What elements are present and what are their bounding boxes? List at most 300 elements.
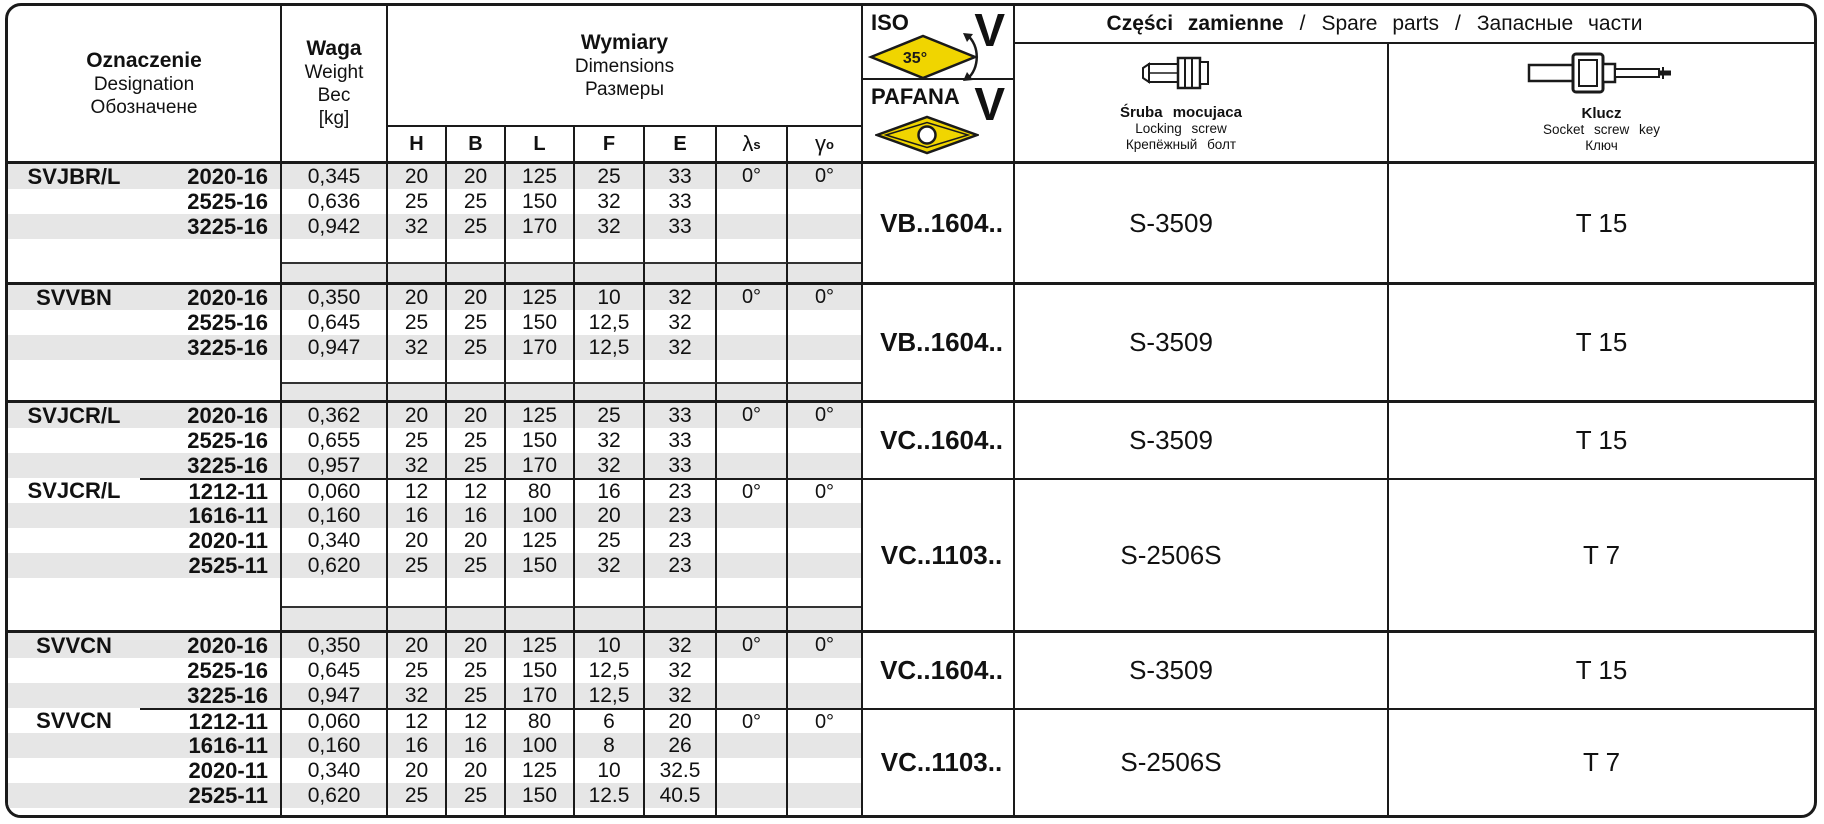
group-rows bbox=[8, 403, 863, 478]
dim-b-cell: 20 bbox=[447, 528, 506, 553]
col-header-L: L bbox=[506, 127, 575, 161]
locking-screw-value-cell: S-2506S bbox=[1015, 708, 1389, 815]
weight-value-cell bbox=[282, 360, 388, 382]
insert-designation-cell: VB..1604.. bbox=[863, 285, 1015, 400]
dim-b-cell bbox=[447, 606, 506, 630]
filler-row bbox=[8, 578, 861, 606]
dim-f-cell: 25 bbox=[575, 164, 645, 189]
designation-name-cell bbox=[8, 239, 140, 262]
dim-b-cell: 20 bbox=[447, 164, 506, 189]
gamma-o-value-cell bbox=[788, 683, 861, 708]
dim-h-cell: 12 bbox=[388, 478, 447, 503]
dim-f-cell: 8 bbox=[575, 733, 645, 758]
spare-parts-title bbox=[1015, 6, 1814, 44]
table-row bbox=[8, 658, 861, 683]
designation-size-cell bbox=[140, 606, 282, 630]
dim-h-cell bbox=[388, 360, 447, 382]
dim-f-cell: 25 bbox=[575, 528, 645, 553]
filler-row bbox=[8, 262, 861, 282]
designation-name-cell bbox=[8, 783, 140, 808]
lambda-s-value-cell bbox=[717, 606, 788, 630]
weight-value-cell: 0,620 bbox=[282, 553, 388, 578]
group-rows bbox=[8, 164, 863, 282]
designation-size-cell bbox=[140, 360, 282, 382]
weight-value-cell: 0,645 bbox=[282, 310, 388, 335]
designation-name-cell bbox=[8, 189, 140, 214]
gamma-o-value-cell bbox=[788, 783, 861, 808]
filler-row bbox=[8, 606, 861, 630]
filler-row bbox=[8, 808, 861, 815]
designation-name-cell bbox=[8, 733, 140, 758]
table-row bbox=[8, 335, 861, 360]
col-header-H: H bbox=[388, 127, 447, 161]
designation-name-cell bbox=[8, 428, 140, 453]
dim-l-cell bbox=[506, 262, 575, 282]
weight-header bbox=[282, 6, 388, 161]
dim-l-cell: 150 bbox=[506, 310, 575, 335]
designation-name-cell bbox=[8, 553, 140, 578]
dim-f-cell bbox=[575, 606, 645, 630]
dim-l-cell bbox=[506, 808, 575, 815]
weight-value-cell bbox=[282, 239, 388, 262]
designation-size-cell: 2020-16 bbox=[140, 164, 282, 189]
dim-f-cell bbox=[575, 239, 645, 262]
dim-e-cell: 26 bbox=[645, 733, 717, 758]
dim-e-cell bbox=[645, 262, 717, 282]
locking-screw-value-cell: S-2506S bbox=[1015, 478, 1389, 630]
dim-b-cell: 25 bbox=[447, 335, 506, 360]
designation-name-cell bbox=[8, 335, 140, 360]
dim-l-cell: 80 bbox=[506, 708, 575, 733]
dim-e-cell: 20 bbox=[645, 708, 717, 733]
col-header-lambda-s: λ s bbox=[717, 127, 788, 161]
locking-screw-value-cell: S-3509 bbox=[1015, 164, 1389, 282]
dim-f-cell: 32 bbox=[575, 214, 645, 239]
dim-f-cell bbox=[575, 360, 645, 382]
designation-size-cell: 2525-11 bbox=[140, 783, 282, 808]
dim-f-cell bbox=[575, 262, 645, 282]
socket-key-value-cell: T 15 bbox=[1575, 655, 1628, 685]
dim-b-cell: 20 bbox=[447, 758, 506, 783]
designation-name-cell: SVVCN bbox=[36, 633, 112, 658]
designation-title-pl: Oznaczenie bbox=[86, 48, 202, 72]
dim-h-cell bbox=[388, 239, 447, 262]
group-rows bbox=[8, 285, 863, 400]
weight-value-cell: 0,160 bbox=[282, 503, 388, 528]
dim-f-cell: 32 bbox=[575, 428, 645, 453]
gamma-o-value-cell bbox=[788, 310, 861, 335]
dim-f-cell: 12,5 bbox=[575, 658, 645, 683]
dim-e-cell: 40.5 bbox=[645, 783, 717, 808]
dim-l-cell: 170 bbox=[506, 214, 575, 239]
toolholder-group bbox=[8, 282, 1814, 400]
dim-b-cell bbox=[447, 262, 506, 282]
dim-b-cell: 12 bbox=[447, 478, 506, 503]
dim-l-cell: 150 bbox=[506, 553, 575, 578]
dim-b-cell: 16 bbox=[447, 503, 506, 528]
gamma-o-value-cell bbox=[788, 189, 861, 214]
pafana-diamond-insert-icon bbox=[875, 114, 979, 156]
weight-title-ru: Вес bbox=[317, 85, 351, 106]
spare-parts-title-en: Spare parts bbox=[1321, 12, 1440, 35]
designation-size-cell: 2020-11 bbox=[140, 758, 282, 783]
dim-b-cell bbox=[447, 808, 506, 815]
designation-name-cell bbox=[8, 262, 140, 282]
locking-screw-icon bbox=[1141, 52, 1221, 94]
designation-title-ru: Обозначене bbox=[90, 96, 198, 118]
designation-size-cell bbox=[140, 808, 282, 815]
weight-title-pl: Waga bbox=[306, 37, 362, 60]
designation-name-cell bbox=[8, 382, 140, 400]
dim-b-cell: 25 bbox=[447, 683, 506, 708]
gamma-o-value-cell: 0° bbox=[788, 708, 861, 733]
gamma-o-value-cell bbox=[788, 553, 861, 578]
table-row bbox=[8, 428, 861, 453]
dim-h-cell: 32 bbox=[388, 214, 447, 239]
dim-h-cell: 25 bbox=[388, 658, 447, 683]
lambda-s-value-cell bbox=[717, 683, 788, 708]
dim-h-cell: 25 bbox=[388, 428, 447, 453]
dim-e-cell: 33 bbox=[645, 164, 717, 189]
dim-e-cell: 33 bbox=[645, 428, 717, 453]
weight-value-cell bbox=[282, 262, 388, 282]
designation-size-cell: 2525-16 bbox=[140, 189, 282, 214]
dim-e-cell: 33 bbox=[645, 189, 717, 214]
socket-screw-key-icon bbox=[1527, 51, 1677, 95]
spare-parts-separator: / bbox=[1455, 12, 1461, 35]
lambda-s-value-cell bbox=[717, 453, 788, 478]
dim-e-cell bbox=[645, 360, 717, 382]
weight-value-cell bbox=[282, 808, 388, 815]
dim-b-cell: 25 bbox=[447, 658, 506, 683]
iso-label: ISO bbox=[871, 10, 909, 35]
gamma-o-value-cell: 0° bbox=[814, 634, 835, 656]
dim-h-cell: 20 bbox=[388, 528, 447, 553]
table-header bbox=[8, 6, 1814, 164]
dim-f-cell: 12,5 bbox=[575, 310, 645, 335]
dim-b-cell: 25 bbox=[447, 189, 506, 214]
locking-screw-label-pl: Śruba mocujaca bbox=[1120, 104, 1242, 121]
weight-value-cell: 0,620 bbox=[282, 783, 388, 808]
col-header-B: B bbox=[447, 127, 506, 161]
gamma-o-value-cell bbox=[788, 733, 861, 758]
designation-header bbox=[8, 6, 282, 161]
gamma-o-value-cell bbox=[788, 758, 861, 783]
lambda-s-value-cell: 0° bbox=[717, 478, 788, 503]
lambda-s-value-cell bbox=[717, 428, 788, 453]
table-row bbox=[8, 553, 861, 578]
dim-h-cell: 16 bbox=[388, 733, 447, 758]
weight-value-cell bbox=[282, 578, 388, 606]
dim-e-cell bbox=[645, 808, 717, 815]
dim-l-cell: 80 bbox=[506, 478, 575, 503]
designation-name-cell: SVJCR/L bbox=[27, 403, 121, 428]
locking-screw-label-en: Locking screw bbox=[1135, 121, 1227, 136]
gamma-o-value-cell bbox=[788, 214, 861, 239]
gamma-o-value-cell: 0° bbox=[814, 286, 835, 308]
locking-screw-label-ru: Крепёжный болт bbox=[1125, 137, 1237, 152]
dim-b-cell bbox=[447, 578, 506, 606]
dim-e-cell: 32.5 bbox=[645, 758, 717, 783]
dim-e-cell: 32 bbox=[645, 335, 717, 360]
dim-e-cell bbox=[645, 239, 717, 262]
table-row bbox=[8, 478, 861, 503]
weight-value-cell bbox=[282, 382, 388, 400]
designation-size-cell bbox=[140, 262, 282, 282]
table-row bbox=[8, 758, 861, 783]
locking-screw-header bbox=[1015, 44, 1389, 161]
weight-value-cell: 0,636 bbox=[282, 189, 388, 214]
dim-l-cell: 100 bbox=[506, 503, 575, 528]
gamma-o-value-cell: 0° bbox=[814, 165, 835, 187]
table-row bbox=[8, 164, 861, 189]
iso-insert-cell bbox=[863, 6, 1013, 80]
designation-name-cell bbox=[8, 606, 140, 630]
designation-size-cell: 3225-16 bbox=[140, 683, 282, 708]
designation-size-cell bbox=[140, 578, 282, 606]
dim-l-cell bbox=[506, 606, 575, 630]
filler-row bbox=[8, 239, 861, 262]
gamma-o-value-cell bbox=[788, 658, 861, 683]
dim-b-cell: 25 bbox=[447, 783, 506, 808]
spare-parts-title-ru: Запасные части bbox=[1476, 12, 1643, 35]
dim-l-cell: 125 bbox=[506, 633, 575, 658]
gamma-o-value-cell bbox=[788, 428, 861, 453]
dim-l-cell: 170 bbox=[506, 683, 575, 708]
filler-row bbox=[8, 360, 861, 382]
dim-f-cell: 12,5 bbox=[575, 335, 645, 360]
pafana-shape-letter: V bbox=[974, 78, 1005, 130]
dim-h-cell: 16 bbox=[388, 503, 447, 528]
weight-unit: [kg] bbox=[318, 108, 350, 129]
designation-size-cell: 2020-16 bbox=[140, 285, 282, 310]
insert-symbol-header bbox=[863, 6, 1015, 161]
dim-f-cell: 10 bbox=[575, 285, 645, 310]
dim-l-cell bbox=[506, 382, 575, 400]
lambda-s-value-cell bbox=[717, 758, 788, 783]
dim-b-cell: 25 bbox=[447, 453, 506, 478]
toolholder-group bbox=[8, 400, 1814, 478]
dim-h-cell: 25 bbox=[388, 310, 447, 335]
dim-l-cell bbox=[506, 239, 575, 262]
designation-name-cell bbox=[8, 453, 140, 478]
iso-diamond-insert-icon bbox=[867, 32, 989, 82]
dim-l-cell bbox=[506, 360, 575, 382]
dim-e-cell: 32 bbox=[645, 633, 717, 658]
dim-f-cell: 12,5 bbox=[575, 683, 645, 708]
dim-l-cell: 125 bbox=[506, 528, 575, 553]
socket-key-label-pl: Klucz bbox=[1581, 105, 1622, 122]
gamma-o-value-cell bbox=[788, 453, 861, 478]
lambda-s-value-cell bbox=[717, 335, 788, 360]
dim-e-cell bbox=[645, 578, 717, 606]
toolholder-group bbox=[8, 630, 1814, 708]
lambda-s-value-cell bbox=[717, 658, 788, 683]
insert-designation-cell: VC..1604.. bbox=[863, 633, 1015, 708]
gamma-o-value-cell bbox=[788, 335, 861, 360]
table-row bbox=[8, 503, 861, 528]
dim-l-cell: 170 bbox=[506, 453, 575, 478]
designation-size-cell: 2525-16 bbox=[140, 428, 282, 453]
dim-h-cell: 12 bbox=[388, 708, 447, 733]
socket-key-header bbox=[1389, 44, 1814, 161]
dim-l-cell: 125 bbox=[506, 164, 575, 189]
table-row bbox=[8, 285, 861, 310]
designation-size-cell: 2020-16 bbox=[140, 403, 282, 428]
socket-key-label-en: Socket screw key bbox=[1542, 122, 1661, 137]
designation-name-cell bbox=[8, 758, 140, 783]
filler-row bbox=[8, 382, 861, 400]
table-row bbox=[8, 683, 861, 708]
gamma-o-value-cell bbox=[788, 239, 861, 262]
designation-size-cell: 1212-11 bbox=[140, 708, 282, 733]
designation-size-cell bbox=[140, 239, 282, 262]
dim-h-cell: 20 bbox=[388, 285, 447, 310]
weight-value-cell: 0,060 bbox=[282, 478, 388, 503]
dim-e-cell: 23 bbox=[645, 478, 717, 503]
socket-key-value-cell: T 15 bbox=[1575, 327, 1628, 357]
dim-f-cell: 6 bbox=[575, 708, 645, 733]
weight-value-cell: 0,350 bbox=[282, 285, 388, 310]
lambda-s-value-cell: 0° bbox=[717, 285, 788, 310]
dim-b-cell: 25 bbox=[447, 553, 506, 578]
gamma-o-value-cell bbox=[788, 578, 861, 606]
dim-h-cell bbox=[388, 262, 447, 282]
dim-e-cell: 32 bbox=[645, 310, 717, 335]
designation-size-cell: 1616-11 bbox=[140, 503, 282, 528]
dim-f-cell: 25 bbox=[575, 403, 645, 428]
dimension-column-headers bbox=[388, 127, 861, 161]
dim-b-cell bbox=[447, 239, 506, 262]
dim-h-cell bbox=[388, 578, 447, 606]
dim-h-cell: 20 bbox=[388, 164, 447, 189]
locking-screw-value-cell: S-3509 bbox=[1015, 285, 1389, 400]
designation-name-cell bbox=[8, 683, 140, 708]
dimensions-header bbox=[388, 6, 863, 161]
dim-b-cell: 20 bbox=[447, 403, 506, 428]
table-row bbox=[8, 633, 861, 658]
dim-e-cell: 23 bbox=[645, 553, 717, 578]
weight-value-cell: 0,655 bbox=[282, 428, 388, 453]
weight-value-cell: 0,350 bbox=[282, 633, 388, 658]
lambda-s-value-cell bbox=[717, 808, 788, 815]
designation-name-cell bbox=[8, 310, 140, 335]
dim-f-cell: 16 bbox=[575, 478, 645, 503]
weight-value-cell: 0,362 bbox=[282, 403, 388, 428]
col-header-F: F bbox=[575, 127, 645, 161]
dim-l-cell: 150 bbox=[506, 783, 575, 808]
designation-name-cell: SVJCR/L bbox=[27, 478, 121, 503]
weight-value-cell: 0,947 bbox=[282, 683, 388, 708]
dim-l-cell: 150 bbox=[506, 658, 575, 683]
socket-key-label-ru: Ключ bbox=[1585, 138, 1618, 153]
insert-designation-cell: VC..1103.. bbox=[863, 478, 1015, 630]
lambda-s-value-cell bbox=[717, 783, 788, 808]
designation-title-en: Designation bbox=[93, 73, 195, 95]
table-row bbox=[8, 733, 861, 758]
designation-name-cell bbox=[8, 658, 140, 683]
table-row bbox=[8, 783, 861, 808]
dim-e-cell: 32 bbox=[645, 658, 717, 683]
groups-body bbox=[8, 164, 1814, 815]
designation-size-cell: 2525-16 bbox=[140, 310, 282, 335]
dim-h-cell: 20 bbox=[388, 758, 447, 783]
weight-value-cell: 0,345 bbox=[282, 164, 388, 189]
dim-l-cell bbox=[506, 578, 575, 606]
designation-size-cell: 1212-11 bbox=[140, 478, 282, 503]
locking-screw-value-cell: S-3509 bbox=[1015, 403, 1389, 478]
group-rows bbox=[8, 633, 863, 708]
table-row bbox=[8, 214, 861, 239]
lambda-s-value-cell bbox=[717, 382, 788, 400]
weight-value-cell: 0,645 bbox=[282, 658, 388, 683]
dim-b-cell: 16 bbox=[447, 733, 506, 758]
dim-b-cell bbox=[447, 360, 506, 382]
dim-f-cell: 32 bbox=[575, 189, 645, 214]
designation-name-cell bbox=[8, 360, 140, 382]
dim-l-cell: 150 bbox=[506, 428, 575, 453]
dim-h-cell bbox=[388, 808, 447, 815]
designation-size-cell: 2525-11 bbox=[140, 553, 282, 578]
designation-name-cell bbox=[8, 503, 140, 528]
gamma-o-value-cell bbox=[788, 503, 861, 528]
col-header-E: E bbox=[645, 127, 717, 161]
spare-parts-columns bbox=[1015, 44, 1814, 161]
dimensions-title-ru: Размеры bbox=[585, 78, 664, 100]
group-rows bbox=[8, 708, 863, 815]
dim-b-cell: 25 bbox=[447, 214, 506, 239]
dim-h-cell: 32 bbox=[388, 683, 447, 708]
pafana-insert-cell bbox=[863, 80, 1013, 161]
designation-size-cell: 3225-16 bbox=[140, 214, 282, 239]
insert-designation-cell: VB..1604.. bbox=[863, 164, 1015, 282]
col-header-gamma-o: γ o bbox=[815, 131, 834, 156]
spare-parts-title-pl: Części zamienne bbox=[1106, 12, 1284, 35]
lambda-s-value-cell bbox=[717, 262, 788, 282]
designation-name-cell bbox=[8, 214, 140, 239]
dim-f-cell: 12.5 bbox=[575, 783, 645, 808]
gamma-o-value-cell bbox=[788, 528, 861, 553]
table-row bbox=[8, 528, 861, 553]
dim-f-cell: 32 bbox=[575, 553, 645, 578]
insert-designation-cell: VC..1604.. bbox=[863, 403, 1015, 478]
weight-value-cell bbox=[282, 606, 388, 630]
gamma-o-value-cell bbox=[788, 808, 861, 815]
designation-size-cell bbox=[140, 382, 282, 400]
designation-size-cell: 3225-16 bbox=[140, 335, 282, 360]
dim-b-cell: 25 bbox=[447, 428, 506, 453]
lambda-s-value-cell: 0° bbox=[717, 403, 788, 428]
dim-e-cell: 32 bbox=[645, 683, 717, 708]
dim-l-cell: 150 bbox=[506, 189, 575, 214]
dim-h-cell: 20 bbox=[388, 633, 447, 658]
insert-designation-cell: VC..1103.. bbox=[863, 708, 1015, 815]
table-row bbox=[8, 708, 861, 733]
socket-key-value-cell: T 15 bbox=[1575, 425, 1628, 455]
dim-e-cell: 33 bbox=[645, 453, 717, 478]
toolholder-group bbox=[8, 164, 1814, 282]
designation-name-cell bbox=[8, 808, 140, 815]
dim-e-cell: 33 bbox=[645, 214, 717, 239]
gamma-o-value-cell bbox=[788, 262, 861, 282]
designation-size-cell: 2020-16 bbox=[140, 633, 282, 658]
dim-h-cell: 32 bbox=[388, 335, 447, 360]
designation-size-cell: 3225-16 bbox=[140, 453, 282, 478]
gamma-o-value-cell bbox=[788, 382, 861, 400]
dim-h-cell: 32 bbox=[388, 453, 447, 478]
group-rows bbox=[8, 478, 863, 630]
dim-e-cell: 33 bbox=[645, 403, 717, 428]
